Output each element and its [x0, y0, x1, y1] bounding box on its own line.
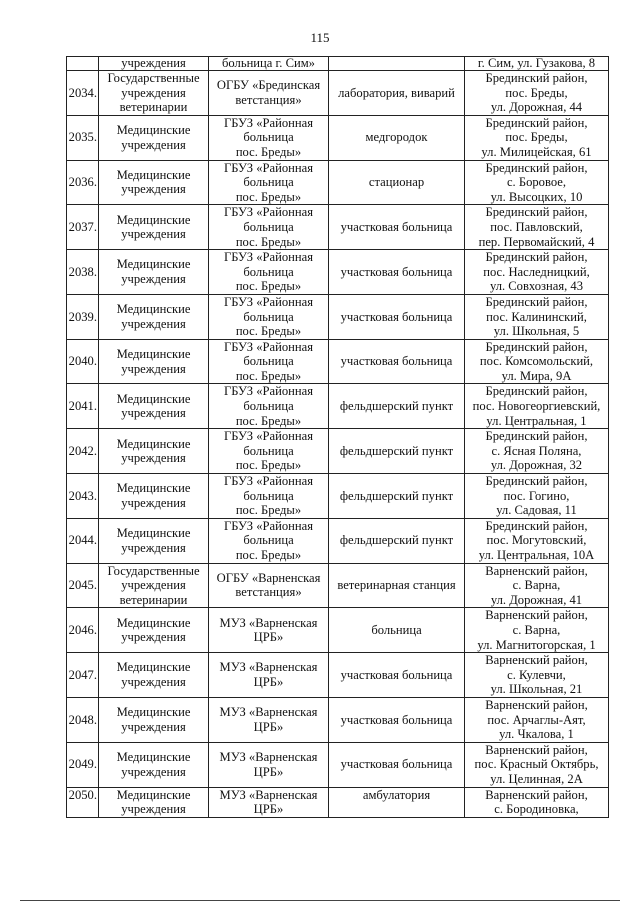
row-number-cell: 2039. [67, 294, 99, 339]
table-row [67, 518, 609, 563]
category-cell: Медицинские учреждения [99, 115, 209, 160]
address-cell: Варненский район, пос. Красный Октябрь, ул. Целинная, 2А [465, 742, 609, 787]
row-number-cell: 2034. [67, 71, 99, 116]
object-cell: больница [329, 608, 465, 653]
row-number-cell [67, 57, 99, 71]
table-row [67, 250, 609, 295]
category-cell: Медицинские учреждения [99, 205, 209, 250]
organization-cell: ГБУЗ «Районная больница пос. Бреды» [209, 518, 329, 563]
organization-cell: МУЗ «Варненская ЦРБ» [209, 787, 329, 817]
page-bottom-rule [20, 900, 620, 901]
object-cell: амбулатория [329, 787, 465, 817]
category-cell: Медицинские учреждения [99, 474, 209, 519]
organization-cell: больница г. Сим» [209, 57, 329, 71]
object-cell [329, 57, 465, 71]
object-cell: фельдшерский пункт [329, 518, 465, 563]
category-cell: Медицинские учреждения [99, 339, 209, 384]
organization-cell: ГБУЗ «Районная больница пос. Бреды» [209, 294, 329, 339]
row-number-cell: 2048. [67, 697, 99, 742]
category-cell: Государственные учреждения ветеринарии [99, 71, 209, 116]
address-cell: Варненский район, с. Кулевчи, ул. Школьная, 21 [465, 653, 609, 698]
object-cell: участковая больница [329, 205, 465, 250]
category-cell: Государственные учреждения ветеринарии [99, 563, 209, 608]
row-number-cell: 2044. [67, 518, 99, 563]
address-cell: Варненский район, пос. Арчаглы-Аят, ул. Чкалова, 1 [465, 697, 609, 742]
object-cell: участковая больница [329, 250, 465, 295]
object-cell: участковая больница [329, 294, 465, 339]
page-number: 115 [310, 30, 330, 45]
organization-cell: ГБУЗ «Районная больница пос. Бреды» [209, 250, 329, 295]
address-cell: Варненский район, с. Варна, ул. Дорожная, 41 [465, 563, 609, 608]
category-cell: Медицинские учреждения [99, 787, 209, 817]
object-cell: участковая больница [329, 697, 465, 742]
organization-cell: ГБУЗ «Районная больница пос. Бреды» [209, 429, 329, 474]
address-cell: Варненский район, с. Варна, ул. Магнитогорская, 1 [465, 608, 609, 653]
organization-cell: ГБУЗ «Районная больница пос. Бреды» [209, 474, 329, 519]
organization-cell: ОГБУ «Варненская ветстанция» [209, 563, 329, 608]
category-cell: Медицинские учреждения [99, 518, 209, 563]
row-number-cell: 2040. [67, 339, 99, 384]
organization-cell: ГБУЗ «Районная больница пос. Бреды» [209, 205, 329, 250]
row-number-cell: 2038. [67, 250, 99, 295]
object-cell: участковая больница [329, 742, 465, 787]
category-cell: Медицинские учреждения [99, 384, 209, 429]
organization-cell: ГБУЗ «Районная больница пос. Бреды» [209, 384, 329, 429]
table-row [67, 384, 609, 429]
table-row [67, 160, 609, 205]
category-cell: Медицинские учреждения [99, 608, 209, 653]
table-row [67, 608, 609, 653]
object-cell: стационар [329, 160, 465, 205]
table-row [67, 339, 609, 384]
address-cell: Брединский район, пос. Новогеоргиевский, ул. Центральная, 1 [465, 384, 609, 429]
object-cell: ветеринарная станция [329, 563, 465, 608]
organization-cell: ОГБУ «Брединская ветстанция» [209, 71, 329, 116]
table-row [67, 294, 609, 339]
address-cell: Брединский район, пос. Комсомольский, ул. Мира, 9А [465, 339, 609, 384]
object-cell: медгородок [329, 115, 465, 160]
address-cell: Брединский район, с. Боровое, ул. Высоцких, 10 [465, 160, 609, 205]
organization-cell: МУЗ «Варненская ЦРБ» [209, 742, 329, 787]
object-cell: лаборатория, виварий [329, 71, 465, 116]
table-row [67, 429, 609, 474]
row-number-cell: 2041. [67, 384, 99, 429]
object-cell: фельдшерский пункт [329, 429, 465, 474]
table-row [67, 474, 609, 519]
table-row [67, 71, 609, 116]
table-row [67, 653, 609, 698]
table-row [67, 787, 609, 817]
row-number-cell: 2046. [67, 608, 99, 653]
table-row [67, 563, 609, 608]
row-number-cell: 2050. [67, 787, 99, 817]
row-number-cell: 2049. [67, 742, 99, 787]
row-number-cell: 2037. [67, 205, 99, 250]
row-number-cell: 2036. [67, 160, 99, 205]
category-cell: Медицинские учреждения [99, 250, 209, 295]
address-cell: Брединский район, пос. Калининский, ул. Школьная, 5 [465, 294, 609, 339]
organization-cell: МУЗ «Варненская ЦРБ» [209, 653, 329, 698]
table-row [67, 697, 609, 742]
row-number-cell: 2043. [67, 474, 99, 519]
object-cell: участковая больница [329, 339, 465, 384]
table-row [67, 205, 609, 250]
organization-cell: ГБУЗ «Районная больница пос. Бреды» [209, 339, 329, 384]
object-cell: фельдшерский пункт [329, 474, 465, 519]
object-cell: фельдшерский пункт [329, 384, 465, 429]
category-cell: учреждения [99, 57, 209, 71]
row-number-cell: 2045. [67, 563, 99, 608]
address-cell: Брединский район, пос. Павловский, пер. Первомайский, 4 [465, 205, 609, 250]
row-number-cell: 2047. [67, 653, 99, 698]
address-cell: Брединский район, пос. Бреды, ул. Милицейская, 61 [465, 115, 609, 160]
organization-cell: ГБУЗ «Районная больница пос. Бреды» [209, 115, 329, 160]
category-cell: Медицинские учреждения [99, 160, 209, 205]
address-cell: Брединский район, с. Ясная Поляна, ул. Дорожная, 32 [465, 429, 609, 474]
category-cell: Медицинские учреждения [99, 294, 209, 339]
category-cell: Медицинские учреждения [99, 697, 209, 742]
row-number-cell: 2042. [67, 429, 99, 474]
continuation-row [67, 57, 609, 71]
table-row [67, 742, 609, 787]
organization-cell: МУЗ «Варненская ЦРБ» [209, 697, 329, 742]
category-cell: Медицинские учреждения [99, 742, 209, 787]
row-number-cell: 2035. [67, 115, 99, 160]
category-cell: Медицинские учреждения [99, 429, 209, 474]
address-cell: Варненский район, с. Бородиновка, [465, 787, 609, 817]
category-cell: Медицинские учреждения [99, 653, 209, 698]
address-cell: Брединский район, пос. Могутовский, ул. Центральная, 10А [465, 518, 609, 563]
object-cell: участковая больница [329, 653, 465, 698]
organization-cell: ГБУЗ «Районная больница пос. Бреды» [209, 160, 329, 205]
organization-cell: МУЗ «Варненская ЦРБ» [209, 608, 329, 653]
table-body [67, 57, 609, 818]
address-cell: Брединский район, пос. Гогино, ул. Садовая, 11 [465, 474, 609, 519]
registry-table [66, 56, 609, 818]
address-cell: Брединский район, пос. Наследницкий, ул. Совхозная, 43 [465, 250, 609, 295]
table-row [67, 115, 609, 160]
address-cell: г. Сим, ул. Гузакова, 8 [465, 57, 609, 71]
address-cell: Брединский район, пос. Бреды, ул. Дорожная, 44 [465, 71, 609, 116]
